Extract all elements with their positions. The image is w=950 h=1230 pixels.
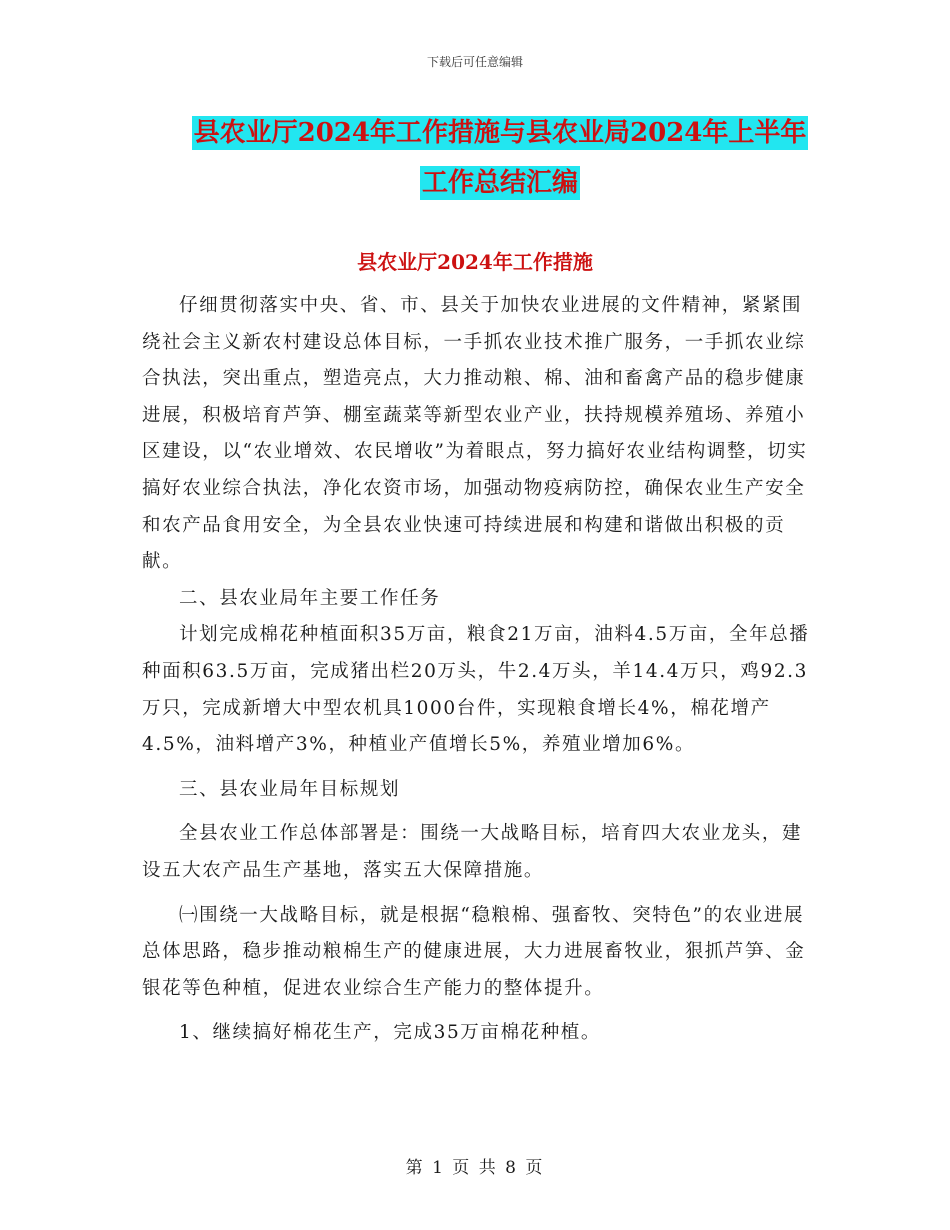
- paragraph-tasks: 计划完成棉花种植面积35万亩，粮食21万亩，油料4.5万亩，全年总播种面积63.5万亩，完成猪出栏20万头，牛2.4万头，羊14.4万只，鸡92.3万只，完成新增大中型农机具1000台件，实现粮食增长4%，棉花增产4.5%，油料增产3%，种植业产值增长5%，养殖业增加6%。: [142, 624, 810, 756]
- header-note: 下载后可任意编辑: [426, 55, 523, 69]
- heading-main-tasks: 二、县农业局年主要工作任务: [179, 587, 441, 609]
- page-footer: 第 1 页 共 8 页: [405, 1158, 545, 1178]
- paragraph-intro: 仔细贯彻落实中央、省、市、县关于加快农业进展的文件精神，紧紧围绕社会主义新农村建设总体目标，一手抓农业技术推广服务，一手抓农业综合执法，突出重点，塑造亮点，大力推动粮、棉、油和畜禽产品的稳步健康进展，积极培育芦笋、棚室蔬菜等新型农业产业，扶持规模养殖场、养殖小区建设，以“农业增效、农民增收”为着眼点，努力搞好农业结构调整，切实搞好农业综合执法，净化农资市场，加强动物疫病防控，确保农业生产安全和农产品食用安全，为全县农业快速可持续进展和构建和谐做出积极的贡献。: [142, 295, 808, 573]
- document-body: [142, 288, 814, 1052]
- document-title-line-2: 工作总结汇编: [421, 168, 578, 198]
- heading-goal-plan: 三、县农业局年目标规划: [179, 778, 401, 800]
- document-title-line-1: 县农业厅2024年工作措施与县农业局2024年上半年: [193, 118, 807, 148]
- document-title: [120, 108, 880, 208]
- paragraph-strategy: ㈠围绕一大战略目标，就是根据“稳粮棉、强畜牧、突特色”的农业进展总体思路，稳步推动粮棉生产的健康进展，大力进展畜牧业，狠抓芦笋、金银花等色种植，促进农业综合生产能力的整体提升。: [142, 904, 806, 999]
- paragraph-deployment: 全县农业工作总体部署是：围绕一大战略目标，培育四大农业龙头，建设五大农产品生产基地，落实五大保障措施。: [142, 823, 803, 881]
- paragraph-cotton: 1、继续搞好棉花生产，完成35万亩棉花种植。: [179, 1022, 602, 1044]
- section-title: 县农业厅2024年工作措施: [357, 250, 593, 274]
